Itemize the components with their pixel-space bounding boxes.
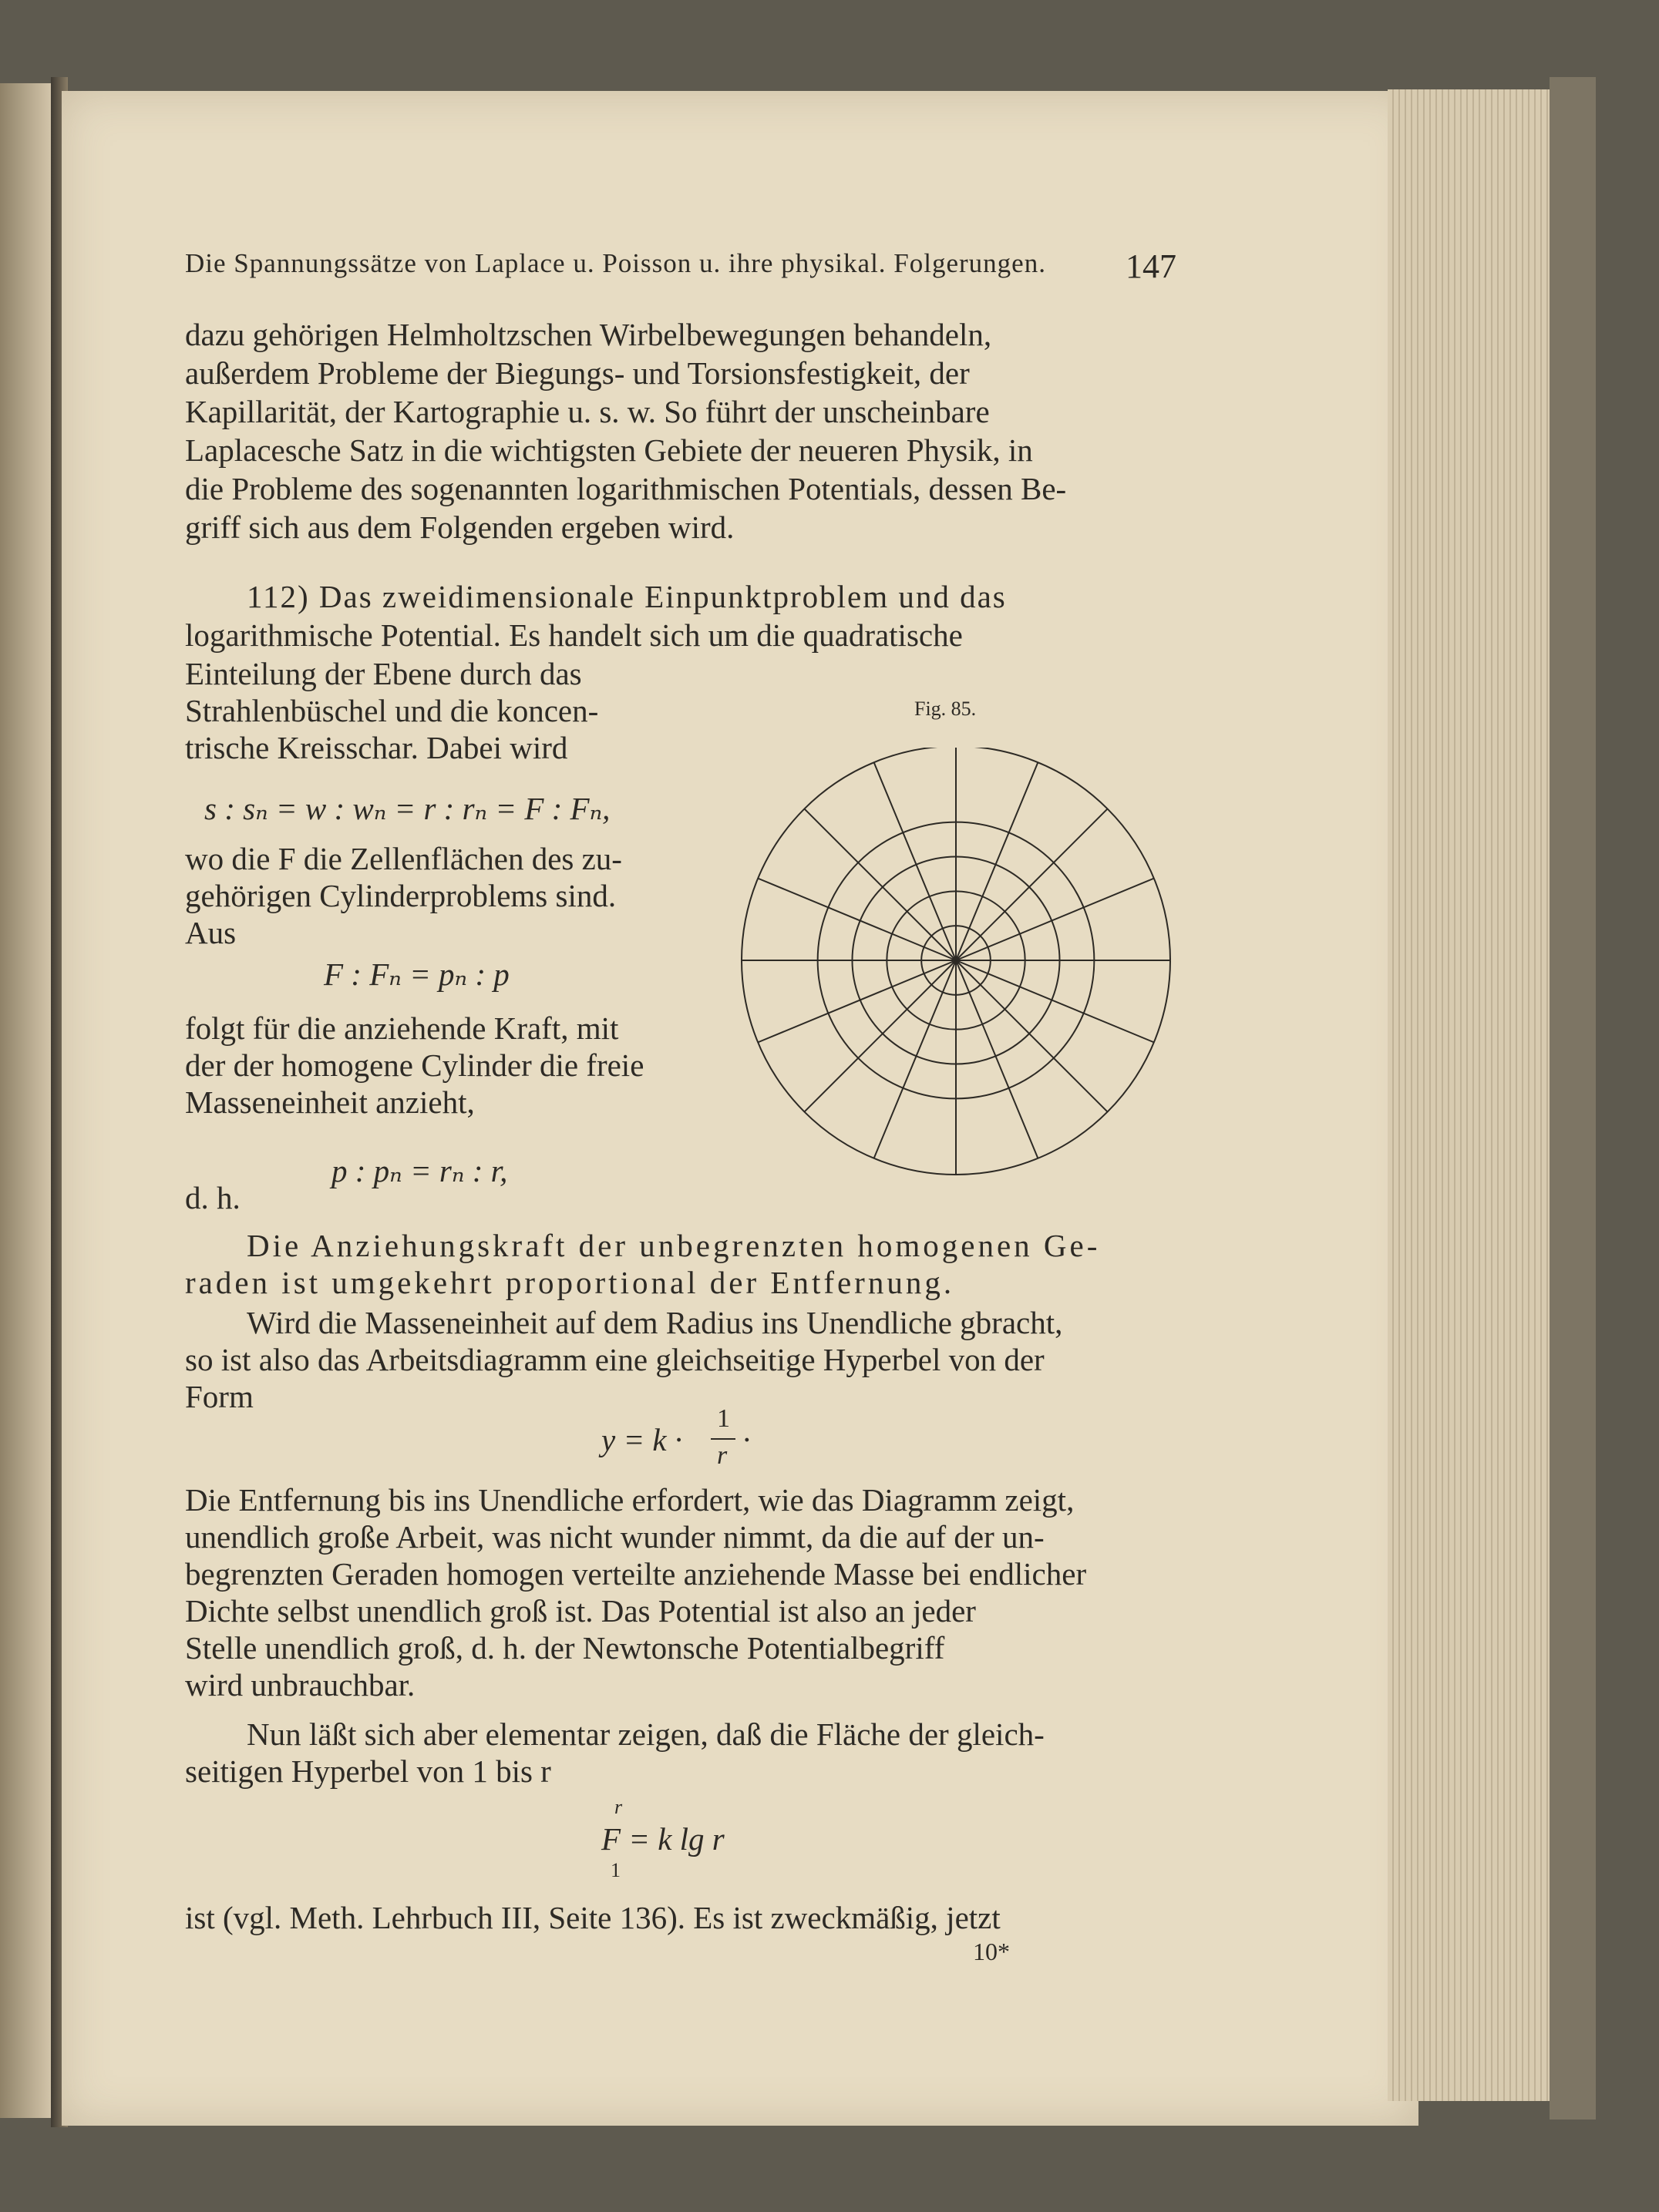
page-number: 147	[1126, 247, 1176, 285]
radial-ray	[956, 960, 1108, 1112]
text-line: griff sich aus dem Folgenden ergeben wird.	[185, 509, 735, 545]
text-line: logarithmische Potential. Es handelt sich um die quadratische	[185, 617, 963, 653]
text-line: folgt für die anziehende Kraft, mit	[185, 1010, 619, 1046]
text-line: die Probleme des sogenannten logarithmischen Potentials, dessen Be-	[185, 471, 1067, 506]
text-line: Aus	[185, 915, 237, 950]
running-title: Die Spannungssätze von Laplace u. Poisson u. ihre physikal. Folgerungen.	[185, 248, 1046, 278]
law-statement-line: Die Anziehungskraft der unbegrenzten homogenen Ge-	[247, 1228, 1101, 1263]
radial-ray	[804, 808, 956, 960]
text-line: dazu gehörigen Helmholtzschen Wirbelbewegungen behandeln,	[185, 317, 992, 352]
integral-upper-limit: r	[614, 1796, 623, 1818]
polar-grid-figure	[740, 748, 1203, 1179]
integral-lower-limit: 1	[611, 1859, 621, 1881]
law-statement-line: raden ist umgekehrt proportional der Entfernung.	[185, 1265, 955, 1300]
text-line: Die Entfernung bis ins Unendliche erfordert, wie das Diagramm zeigt,	[185, 1482, 1075, 1518]
formula-ratio: s : sₙ = w : wₙ = r : rₙ = F : Fₙ,	[204, 791, 611, 826]
formula-distance-ratio: p : pₙ = rₙ : r,	[331, 1153, 508, 1188]
text-line: Strahlenbüschel und die koncen-	[185, 693, 599, 728]
text-line: wird unbrauchbar.	[185, 1667, 416, 1703]
text-line: Laplacesche Satz in die wichtigsten Gebiete der neueren Physik, in	[185, 432, 1033, 468]
formula-hyperbola-lhs: y = k ·	[601, 1422, 683, 1457]
text-line: Nun läßt sich aber elementar zeigen, daß die Fläche der gleich-	[247, 1716, 1045, 1752]
text-line: Masseneinheit anzieht,	[185, 1084, 475, 1120]
text-line: Form	[185, 1379, 254, 1414]
formula-trail: ·	[742, 1422, 752, 1457]
text-line: d. h.	[185, 1180, 241, 1215]
radial-ray	[804, 960, 956, 1112]
text-line: ist (vgl. Meth. Lehrbuch III, Seite 136). Es ist zweckmäßig, jetzt	[185, 1900, 1001, 1935]
text-line: so ist also das Arbeitsdiagramm eine gleichseitige Hyperbel von der	[185, 1342, 1045, 1377]
signature-mark: 10*	[973, 1938, 1010, 1965]
text-line: begrenzten Geraden homogen verteilte anziehende Masse bei endlicher	[185, 1556, 1087, 1592]
text-line: Dichte selbst unendlich groß ist. Das Potential ist also an jeder	[185, 1593, 976, 1629]
text-line: außerdem Probleme der Biegungs- und Torsionsfestigkeit, der	[185, 355, 970, 391]
formula-area: F = k lg r	[601, 1821, 725, 1857]
text-line: Kapillarität, der Kartographie u. s. w. So führt der unscheinbare	[185, 394, 990, 429]
text-line: Wird die Masseneinheit auf dem Radius ins Unendliche gbracht,	[247, 1305, 1063, 1340]
text-line: der der homogene Cylinder die freie	[185, 1047, 644, 1083]
text-line: seitigen Hyperbel von 1 bis r	[185, 1753, 551, 1789]
radial-ray	[956, 808, 1108, 960]
page-block-edge	[1388, 89, 1550, 2101]
text-line: unendlich große Arbeit, was nicht wunder nimmt, da die auf der un-	[185, 1519, 1045, 1555]
formula-denominator: r	[717, 1441, 728, 1470]
text-line: Stelle unendlich groß, d. h. der Newtonsche Potentialbegriff	[185, 1630, 945, 1666]
section-heading-line: 112) Das zweidimensionale Einpunktproblem und das	[247, 579, 1007, 614]
text-line: gehörigen Cylinderproblems sind.	[185, 878, 617, 913]
formula-force-ratio: F : Fₙ = pₙ : p	[324, 956, 510, 992]
fraction-bar	[711, 1438, 735, 1440]
text-line: wo die F die Zellenflächen des zu-	[185, 841, 622, 876]
book-cover-edge	[1550, 77, 1596, 2120]
figure-label: Fig. 85.	[914, 698, 977, 720]
left-page-edge	[0, 83, 56, 2118]
text-line: Einteilung der Ebene durch das	[185, 656, 582, 691]
text-line: trische Kreisschar. Dabei wird	[185, 730, 568, 765]
formula-numerator: 1	[717, 1404, 730, 1433]
